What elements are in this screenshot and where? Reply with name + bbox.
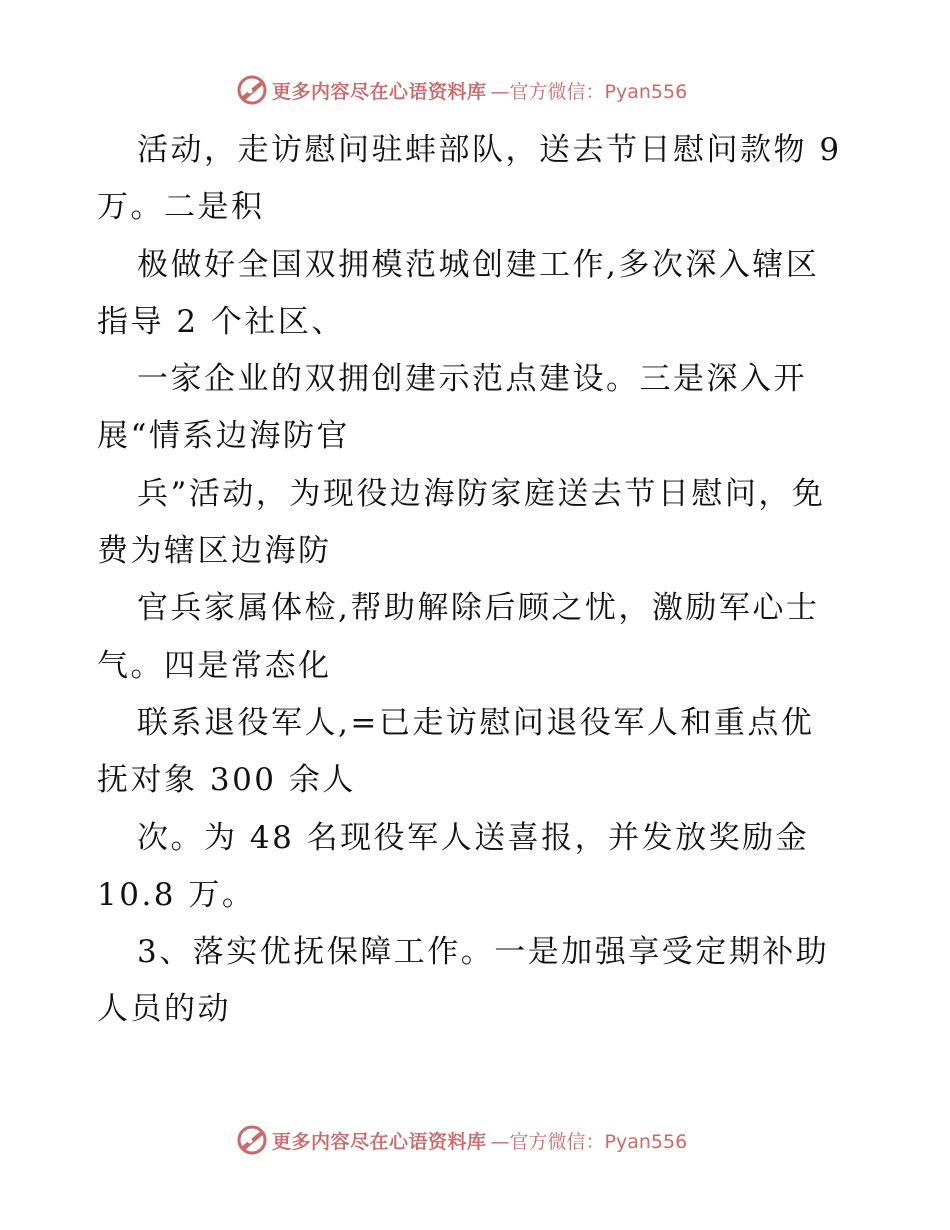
text-line: 活动，走访慰问驻蚌部队，送去节日慰问款物 9 bbox=[137, 132, 842, 168]
banner-text: 更多内容尽在心语资料库 bbox=[272, 1130, 487, 1153]
text-line: 官兵家属体检,帮助解除后顾之忧，激励军心士 bbox=[137, 590, 820, 627]
text-line: 展“情系边海防官 bbox=[97, 418, 350, 455]
text-line: 人员的动 bbox=[97, 991, 231, 1028]
text-line: 万。二是积 bbox=[97, 189, 265, 226]
header-banner bbox=[0, 70, 950, 110]
banner-wechat: —官方微信：Pyan556 bbox=[490, 80, 688, 103]
text-line: 次。为 48 名现役军人送喜报，并发放奖励金 bbox=[137, 819, 810, 856]
text-line: 抚对象 300 余人 bbox=[97, 762, 356, 799]
text-line: 气。四是常态化 bbox=[97, 647, 332, 684]
text-line: 费为辖区边海防 bbox=[97, 533, 332, 570]
text-line: 极做好全国双拥模范城创建工作,多次深入辖区 bbox=[137, 246, 820, 283]
banner-text: 更多内容尽在心语资料库 bbox=[272, 80, 487, 103]
footer-banner bbox=[0, 1120, 950, 1160]
text-line: 联系退役军人,=已走访慰问退役军人和重点优 bbox=[137, 704, 815, 741]
text-line: 指导 2 个社区、 bbox=[97, 303, 345, 340]
text-line: 一家企业的双拥创建示范点建设。三是深入开 bbox=[137, 361, 807, 398]
pen-logo-icon bbox=[236, 74, 268, 106]
banner-wechat: —官方微信：Pyan556 bbox=[490, 1130, 688, 1153]
text-line: 3、落实优抚保障工作。一是加强享受定期补助 bbox=[137, 934, 830, 971]
text-line: 兵”活动，为现役边海防家庭送去节日慰问，免 bbox=[137, 475, 826, 512]
text-line: 10.8 万。 bbox=[97, 876, 256, 913]
document-body bbox=[97, 122, 857, 1039]
pen-logo-icon bbox=[236, 1124, 268, 1156]
